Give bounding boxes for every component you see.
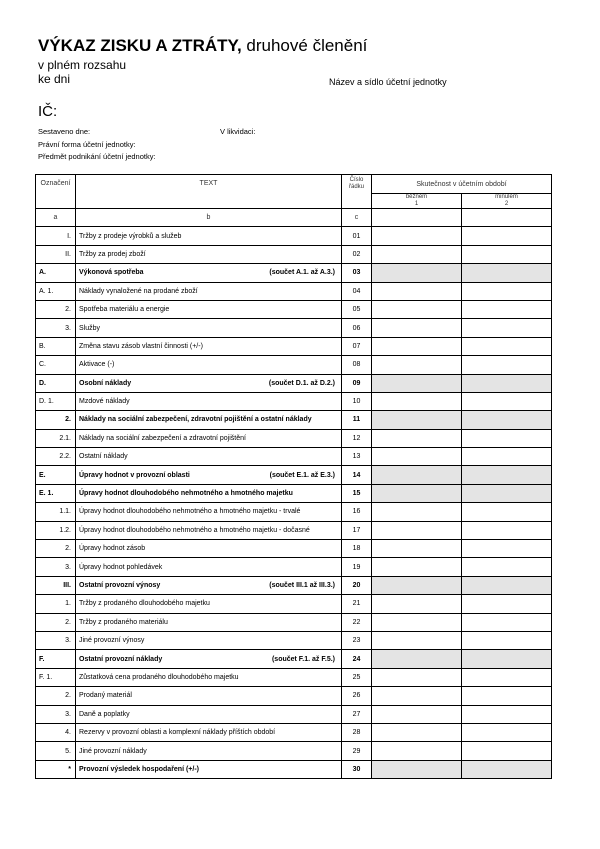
row-number: 22 (342, 613, 372, 631)
value-current-period[interactable] (372, 484, 462, 502)
row-text (76, 466, 342, 484)
row-designation: 2. (36, 300, 76, 318)
value-previous-period[interactable] (462, 595, 552, 613)
row-number: 15 (342, 484, 372, 502)
row-text-label: Úpravy hodnot dlouhodobého nehmotného a hmotného majetku - dočasné (79, 526, 310, 534)
row-number: 26 (342, 687, 372, 705)
row-designation: 3. (36, 631, 76, 649)
value-previous-period[interactable] (462, 723, 552, 741)
header-col-a: a (36, 209, 76, 227)
header-col-c: c (342, 209, 372, 227)
row-number: 05 (342, 300, 372, 318)
row-text-label: Prodaný materiál (79, 692, 132, 700)
value-current-period[interactable] (372, 540, 462, 558)
row-text (76, 245, 342, 263)
value-current-period[interactable] (372, 705, 462, 723)
row-text-label: Výkonová spotřeba (79, 269, 144, 277)
row-text (76, 356, 342, 374)
row-text (76, 429, 342, 447)
header-designation: Označení (36, 175, 76, 209)
row-text (76, 595, 342, 613)
row-text (76, 411, 342, 429)
row-text (76, 613, 342, 631)
row-designation: III. (36, 576, 76, 594)
row-number: 28 (342, 723, 372, 741)
row-designation: 2. (36, 411, 76, 429)
row-sum-note: (součet III.1 až III.3.) (269, 582, 335, 589)
value-current-period[interactable] (372, 374, 462, 392)
row-text (76, 448, 342, 466)
compiled-date-label: Sestaveno dne: (38, 127, 91, 136)
row-text (76, 705, 342, 723)
table-row (36, 356, 552, 374)
row-text (76, 558, 342, 576)
row-designation: 1. (36, 595, 76, 613)
value-current-period[interactable] (372, 264, 462, 282)
row-number: 29 (342, 742, 372, 760)
table-row (36, 319, 552, 337)
row-designation: 2. (36, 687, 76, 705)
row-designation: 5. (36, 742, 76, 760)
value-previous-period[interactable] (462, 760, 552, 778)
table-row (36, 411, 552, 429)
value-current-period[interactable] (372, 300, 462, 318)
row-text-label: Ostatní náklady (79, 453, 128, 461)
value-previous-period[interactable] (462, 687, 552, 705)
row-text (76, 503, 342, 521)
row-text-label: Úpravy hodnot zásob (79, 545, 146, 553)
value-current-period[interactable] (372, 245, 462, 263)
value-previous-period[interactable] (462, 411, 552, 429)
table-row (36, 374, 552, 392)
row-text (76, 484, 342, 502)
value-current-period[interactable] (372, 503, 462, 521)
value-current-period[interactable] (372, 521, 462, 539)
value-current-period[interactable] (372, 466, 462, 484)
value-previous-period[interactable] (462, 576, 552, 594)
report-title (38, 36, 367, 56)
table-row (36, 392, 552, 410)
row-text (76, 668, 342, 686)
table-row (36, 282, 552, 300)
row-text-label: Úpravy hodnot dlouhodobého nehmotného a hmotného majetku (79, 490, 293, 498)
row-text-label: Rezervy v provozní oblasti a komplexní náklady příštích období (79, 729, 276, 737)
value-previous-period[interactable] (462, 319, 552, 337)
header-current-period: běžném 1 (372, 194, 462, 209)
row-number: 30 (342, 760, 372, 778)
value-current-period[interactable] (372, 411, 462, 429)
table-row (36, 521, 552, 539)
row-text-label: Služby (79, 324, 101, 332)
row-text-label: Tržby z prodeje výrobků a služeb (79, 232, 182, 240)
row-designation: D. (36, 374, 76, 392)
row-number: 03 (342, 264, 372, 282)
date-label: ke dni (38, 72, 71, 86)
row-number: 01 (342, 227, 372, 245)
header-col-1-blank (372, 209, 462, 227)
row-text-label: Tržby z prodaného materiálu (79, 618, 168, 626)
row-designation: E. 1. (36, 484, 76, 502)
row-text-label: Spotřeba materiálu a energie (79, 306, 170, 314)
table-row (36, 742, 552, 760)
value-previous-period[interactable] (462, 392, 552, 410)
value-current-period[interactable] (372, 227, 462, 245)
row-designation: F. (36, 650, 76, 668)
row-text-label: Tržby za prodej zboží (79, 250, 146, 258)
row-text-label: Aktivace (-) (79, 361, 115, 369)
table-row (36, 558, 552, 576)
row-text (76, 687, 342, 705)
legal-form-label: Právní forma účetní jednotky: (38, 140, 136, 149)
row-designation: A. (36, 264, 76, 282)
value-current-period[interactable] (372, 282, 462, 300)
row-text-label: Ostatní provozní náklady (79, 655, 163, 663)
row-number: 24 (342, 650, 372, 668)
row-designation: F. 1. (36, 668, 76, 686)
value-previous-period[interactable] (462, 374, 552, 392)
table-row (36, 264, 552, 282)
row-designation: 3. (36, 558, 76, 576)
row-number: 10 (342, 392, 372, 410)
row-designation: 2.2. (36, 448, 76, 466)
row-designation: 1.2. (36, 521, 76, 539)
row-text (76, 760, 342, 778)
value-previous-period[interactable] (462, 300, 552, 318)
value-previous-period[interactable] (462, 650, 552, 668)
value-current-period[interactable] (372, 595, 462, 613)
table-row (36, 687, 552, 705)
table-row (36, 484, 552, 502)
row-number: 04 (342, 282, 372, 300)
value-previous-period[interactable] (462, 448, 552, 466)
value-previous-period[interactable] (462, 484, 552, 502)
row-number: 21 (342, 595, 372, 613)
header-col-2-blank (462, 209, 552, 227)
table-row (36, 576, 552, 594)
row-text (76, 264, 342, 282)
table-row (36, 650, 552, 668)
row-designation: A. 1. (36, 282, 76, 300)
header-row-number: Číslo řádku (342, 175, 372, 209)
value-previous-period[interactable] (462, 264, 552, 282)
row-number: 13 (342, 448, 372, 466)
value-previous-period[interactable] (462, 227, 552, 245)
report-title-variant: druhové členění (241, 36, 368, 55)
value-current-period[interactable] (372, 392, 462, 410)
value-current-period[interactable] (372, 668, 462, 686)
value-previous-period[interactable] (462, 337, 552, 355)
value-current-period[interactable] (372, 558, 462, 576)
row-text-label: Mzdové náklady (79, 398, 130, 406)
row-designation: 2. (36, 613, 76, 631)
value-current-period[interactable] (372, 613, 462, 631)
row-number: 06 (342, 319, 372, 337)
row-designation: 4. (36, 723, 76, 741)
table-row (36, 631, 552, 649)
row-designation: II. (36, 245, 76, 263)
row-text (76, 723, 342, 741)
row-text-label: Náklady vynaložené na prodané zboží (79, 287, 198, 295)
income-statement-table (35, 174, 552, 779)
value-previous-period[interactable] (462, 742, 552, 760)
table-row (36, 429, 552, 447)
row-designation: 1.1. (36, 503, 76, 521)
table-row (36, 705, 552, 723)
row-number: 27 (342, 705, 372, 723)
row-number: 11 (342, 411, 372, 429)
value-current-period[interactable] (372, 429, 462, 447)
header-col-b: b (76, 209, 342, 227)
row-designation: B. (36, 337, 76, 355)
row-text (76, 282, 342, 300)
value-previous-period[interactable] (462, 356, 552, 374)
table-row (36, 227, 552, 245)
value-previous-period[interactable] (462, 521, 552, 539)
value-previous-period[interactable] (462, 705, 552, 723)
row-text (76, 742, 342, 760)
value-previous-period[interactable] (462, 558, 552, 576)
row-text (76, 576, 342, 594)
table-row (36, 300, 552, 318)
row-text-label: Náklady na sociální zabezpečení a zdravotní pojištění (79, 434, 246, 442)
row-designation: * (36, 760, 76, 778)
table-row (36, 337, 552, 355)
value-previous-period[interactable] (462, 613, 552, 631)
value-current-period[interactable] (372, 319, 462, 337)
row-number: 14 (342, 466, 372, 484)
entity-name-label: Název a sídlo účetní jednotky (329, 77, 447, 87)
row-text-label: Provozní výsledek hospodaření (+/-) (79, 765, 200, 773)
ico-label: IČ: (38, 103, 58, 120)
row-number: 07 (342, 337, 372, 355)
table-row (36, 245, 552, 263)
value-previous-period[interactable] (462, 282, 552, 300)
row-text-label: Tržby z prodaného dlouhodobého majetku (79, 600, 210, 608)
row-designation: E. (36, 466, 76, 484)
value-current-period[interactable] (372, 723, 462, 741)
report-title-main: VÝKAZ ZISKU A ZTRÁTY, (38, 36, 242, 55)
row-text (76, 227, 342, 245)
value-previous-period[interactable] (462, 503, 552, 521)
value-current-period[interactable] (372, 742, 462, 760)
row-number: 23 (342, 631, 372, 649)
table-row (36, 466, 552, 484)
business-subject-label: Předmět podnikání účetní jednotky: (38, 152, 156, 161)
row-number: 16 (342, 503, 372, 521)
row-sum-note: (součet F.1. až F.5.) (271, 655, 335, 663)
row-sum-note: (součet E.1. až E.3.) (269, 471, 335, 479)
liquidation-label: V likvidaci: (220, 127, 256, 136)
header-previous-period: minulém 2 (462, 194, 552, 209)
row-text-label: Úpravy hodnot pohledávek (79, 563, 163, 571)
row-designation: 2. (36, 540, 76, 558)
row-text (76, 319, 342, 337)
value-current-period[interactable] (372, 650, 462, 668)
table-row (36, 448, 552, 466)
value-current-period[interactable] (372, 576, 462, 594)
row-text-label: Jiné provozní výnosy (79, 637, 145, 645)
row-text-label: Ostatní provozní výnosy (79, 582, 161, 589)
row-text (76, 300, 342, 318)
row-text (76, 337, 342, 355)
row-designation: 2.1. (36, 429, 76, 447)
value-previous-period[interactable] (462, 245, 552, 263)
row-text (76, 650, 342, 668)
table-row (36, 760, 552, 778)
row-number: 18 (342, 540, 372, 558)
table-row (36, 503, 552, 521)
row-number: 08 (342, 356, 372, 374)
row-text (76, 374, 342, 392)
row-text-label: Osobní náklady (79, 379, 132, 387)
table-row (36, 668, 552, 686)
value-current-period[interactable] (372, 687, 462, 705)
row-sum-note: (součet D.1. až D.2.) (268, 379, 335, 387)
row-number: 02 (342, 245, 372, 263)
row-text-label: Změna stavu zásob vlastní činnosti (+/-) (79, 342, 203, 350)
value-current-period[interactable] (372, 631, 462, 649)
row-text-label: Náklady na sociální zabezpečení, zdravotní pojištění a ostatní náklady (79, 416, 312, 424)
value-previous-period[interactable] (462, 540, 552, 558)
row-text (76, 521, 342, 539)
row-text (76, 392, 342, 410)
row-text-label: Úpravy hodnot dlouhodobého nehmotného a hmotného majetku - trvalé (79, 508, 301, 516)
row-number: 17 (342, 521, 372, 539)
row-number: 20 (342, 576, 372, 594)
value-current-period[interactable] (372, 337, 462, 355)
value-previous-period[interactable] (462, 466, 552, 484)
report-scope: v plném rozsahu (38, 58, 127, 72)
row-designation: D. 1. (36, 392, 76, 410)
row-text-label: Daně a poplatky (79, 710, 130, 718)
row-number: 25 (342, 668, 372, 686)
value-current-period[interactable] (372, 356, 462, 374)
value-previous-period[interactable] (462, 668, 552, 686)
value-current-period[interactable] (372, 760, 462, 778)
row-text (76, 631, 342, 649)
row-designation: 3. (36, 319, 76, 337)
table-row (36, 595, 552, 613)
table-row (36, 540, 552, 558)
row-text-label: Zůstatková cena prodaného dlouhodobého majetku (79, 673, 239, 681)
row-sum-note: (součet A.1. až A.3.) (269, 269, 335, 277)
row-number: 09 (342, 374, 372, 392)
value-current-period[interactable] (372, 448, 462, 466)
row-text-label: Jiné provozní náklady (79, 747, 147, 755)
table-row (36, 723, 552, 741)
row-text-label: Úpravy hodnot v provozní oblasti (79, 471, 190, 479)
value-previous-period[interactable] (462, 429, 552, 447)
row-number: 19 (342, 558, 372, 576)
row-designation: C. (36, 356, 76, 374)
header-reality: Skutečnost v účetním období (372, 175, 552, 194)
header-text: TEXT (76, 175, 342, 209)
table-row (36, 613, 552, 631)
row-number: 12 (342, 429, 372, 447)
row-text (76, 540, 342, 558)
row-designation: I. (36, 227, 76, 245)
value-previous-period[interactable] (462, 631, 552, 649)
row-designation: 3. (36, 705, 76, 723)
